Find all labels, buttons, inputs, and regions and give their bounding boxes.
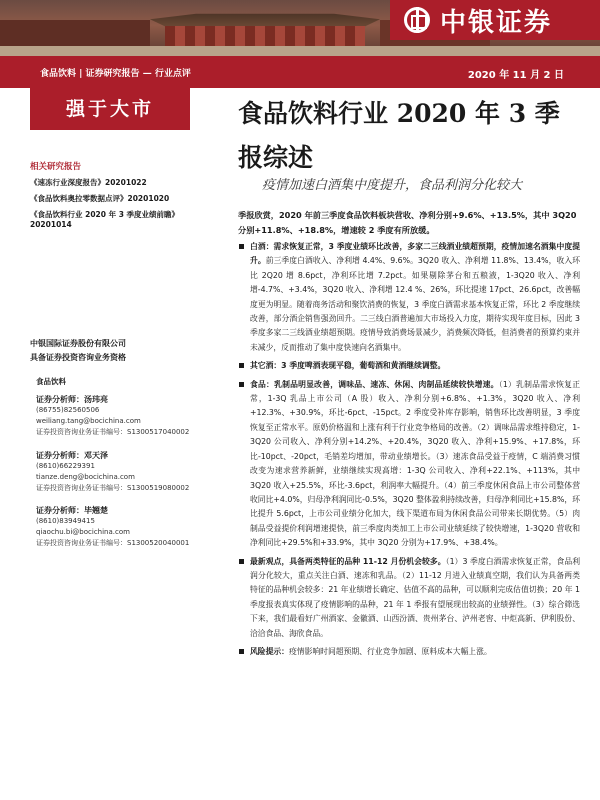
rating-badge: 强于大市 <box>30 88 190 130</box>
analyst-name: 证券分析师：毕翘楚 <box>36 506 108 515</box>
bullet-lead: 食品：乳制品明显改善，调味品、速冻、休闲、肉制品延续较快增速。 <box>250 379 499 389</box>
related-report: 《食品饮料行业 2020 年 3 季度业绩前瞻》20201014 <box>30 210 180 230</box>
bullet-body: （1）3 季度白酒需求恢复正常，食品利润分化较大，重点关注白酒、速冻和乳品。（2）11-12 月进入业绩真空期，我们认为具备两类特征的品种机会较多：21 年业绩增长确定、估值不高的品种，可以顺利完成估值切换；20 年 1 季度报表真实体现了疫情影响的品种，21 年 1 季报有望展现出较高的业绩弹性。（3）综合筛选下来，我们最看好广州酒家、金徽酒、山西汾酒、贵州茅台、泸州老窖、中炬高新、伊利股份、洽洽食品、海欣食品。 <box>250 556 580 638</box>
broker-info <box>30 337 200 365</box>
boc-logo-icon <box>404 7 430 33</box>
analyst-cert: 证券投资咨询业务证书编号：S1300519080002 <box>36 484 190 492</box>
analyst-name: 证券分析师：邓天泽 <box>36 451 108 460</box>
bullet-lead: 风险提示： <box>250 646 289 656</box>
bullet-point <box>238 378 580 551</box>
broker-qualification: 具备证券投资咨询业务资格 <box>30 353 126 362</box>
key-points <box>238 240 580 659</box>
analyst-email[interactable]: tianze.deng@bocichina.com <box>36 473 135 481</box>
report-title: 食品饮料行业 2020 年 3 季报综述 <box>238 99 560 172</box>
report-date: 2020 年 11 月 2 日 <box>467 70 564 81</box>
analyst-email[interactable]: qiaochu.bi@bocichina.com <box>36 528 130 536</box>
related-research-title: 相关研究报告 <box>30 162 82 172</box>
related-report: 《食品饮料奥拉零数据点评》20201020 <box>30 194 170 204</box>
bullet-point <box>238 645 580 659</box>
bullet-lead: 白酒：需求恢复正常，3 季度业绩环比改善，多家二三线酒业绩超预期，疫情加速名酒集中度提升。 <box>250 242 580 266</box>
meta-bar <box>0 56 600 88</box>
analyst-cert: 证券投资咨询业务证书编号：S1300520040001 <box>36 539 190 547</box>
analyst-block <box>36 394 206 438</box>
bullet-point <box>238 240 580 355</box>
bullet-point <box>238 555 580 641</box>
broker-name: 中银国际证券股份有限公司 <box>30 339 126 348</box>
bullet-body: （1）乳制品需求恢复正常，1-3Q 乳品上市公司（A 股）收入、净利分别+6.8%、+1.3%，3Q20 收入、净利+12.3%、+30.9%，环比-6pct、-15pct。2 季度受补库存影响，销售环比改善明显，3 季度恢复至正常水平。原奶价格温和上涨有利于行业竞争格局的改善。（2）调味品需求维持稳定，1-3Q20 公司收入、净利分别+14.2%、+20.4%，3Q20 收入、净利+15.9%、+17.8%，环比-10pct、-20pct，毛销差均增加，带动业绩增长。（3）速冻食品受益于疫情，C 端消费习惯改变为速求营养新鲜，业绩继续实现高增：1-3Q 公司收入、净利+22.1%、+113%，其中 3Q20 收入+25.5%，环比-3.6pct，利润率大幅提升。（4）前三季度休闲食品上市公司整体营收同比+4.0%，归母净利润同比-0.5%，3Q20 整体盈利持续改善，归母净利同比+15.8%，环比提升 5.6pct，上市公司业绩分化加大，线下渠道布局为休闲食品公司带来长期优势。（5）肉制品受益提价利润增速提快，前三季度肉类加工上市公司业绩延续了较快增速，1-3Q20 营收和净利同比+29.5%和+33.9%，其中 3Q20 分别为+17.9%、+38.4%。 <box>250 379 581 548</box>
logo <box>390 0 600 40</box>
banner-ground <box>0 46 600 56</box>
bullet-lead: 其它酒：3 季度啤酒表现平稳，葡萄酒和黄酒继续调整。 <box>250 361 446 371</box>
analyst-block <box>36 505 206 549</box>
report-subtitle: 疫情加速白酒集中度提升，食品利润分化较大 <box>262 178 523 193</box>
bullet-body: 疫情影响时间超预期、行业竞争加剧、原料成本大幅上涨。 <box>288 646 492 656</box>
banner-palace-hall <box>165 26 365 48</box>
logo-text: 中银证券 <box>440 7 553 38</box>
analyst-email[interactable]: weiliang.tang@bocichina.com <box>36 417 141 425</box>
banner-wall <box>0 20 150 48</box>
sector-label: 食品饮料 <box>36 377 66 386</box>
bullet-body: 前三季度白酒收入、净利增 4.4%、9.6%。3Q20 收入、净利增 11.8%、13.4%，收入环比 2Q20 增 8.6pct，净利环比增 7.2pct。如果剔除茅台和五粮液，1-3Q20 收入、净利增-4.7%、+3.4%，3Q20 收入、净利增 12.4 %、26%，环比提速 17pct、26.6pct，改善幅度更为明显。随着商务活动和聚饮消费的恢复，3 季度白酒需求基本恢复正常，环比 2 季度继续改善，部分酒企销售强劲回升。二三线白酒普遍加大市场投入力度，期待实现年度目标，因此 3 季度多家二三线酒业绩超预期。疫情导致消费场景减少，消费频次降低，但消费者的预算约束并未减少，反而推动了集中度快速向名酒集中。 <box>250 256 581 352</box>
report-category: 食品饮料 | 证券研究报告 — 行业点评 <box>40 69 191 79</box>
analyst-phone: (8610)83949415 <box>36 517 95 525</box>
header-banner <box>0 0 600 56</box>
bullet-lead: 最新观点，具备两类特征的品种 11-12 月份机会较多。 <box>250 556 446 566</box>
related-report: 《速冻行业深度报告》20201022 <box>30 178 147 187</box>
banner-palace-roof <box>150 6 380 28</box>
analyst-phone: (8610)66229391 <box>36 462 95 470</box>
analyst-cert: 证券投资咨询业务证书编号：S1300517040002 <box>36 428 190 436</box>
analyst-name: 证券分析师：汤玮亮 <box>36 395 108 404</box>
analyst-phone: (86755)82560506 <box>36 406 100 414</box>
bullet-point <box>238 359 580 373</box>
summary-paragraph: 季报欣赏，2020 年前三季度食品饮料板块营收、净利分别+9.6%、+13.5%，其中 3Q20 分别+11.8%、+18.8%，增速较 2 季度有所放缓。 <box>238 210 577 235</box>
analyst-block <box>36 450 206 494</box>
left-column <box>30 88 190 231</box>
